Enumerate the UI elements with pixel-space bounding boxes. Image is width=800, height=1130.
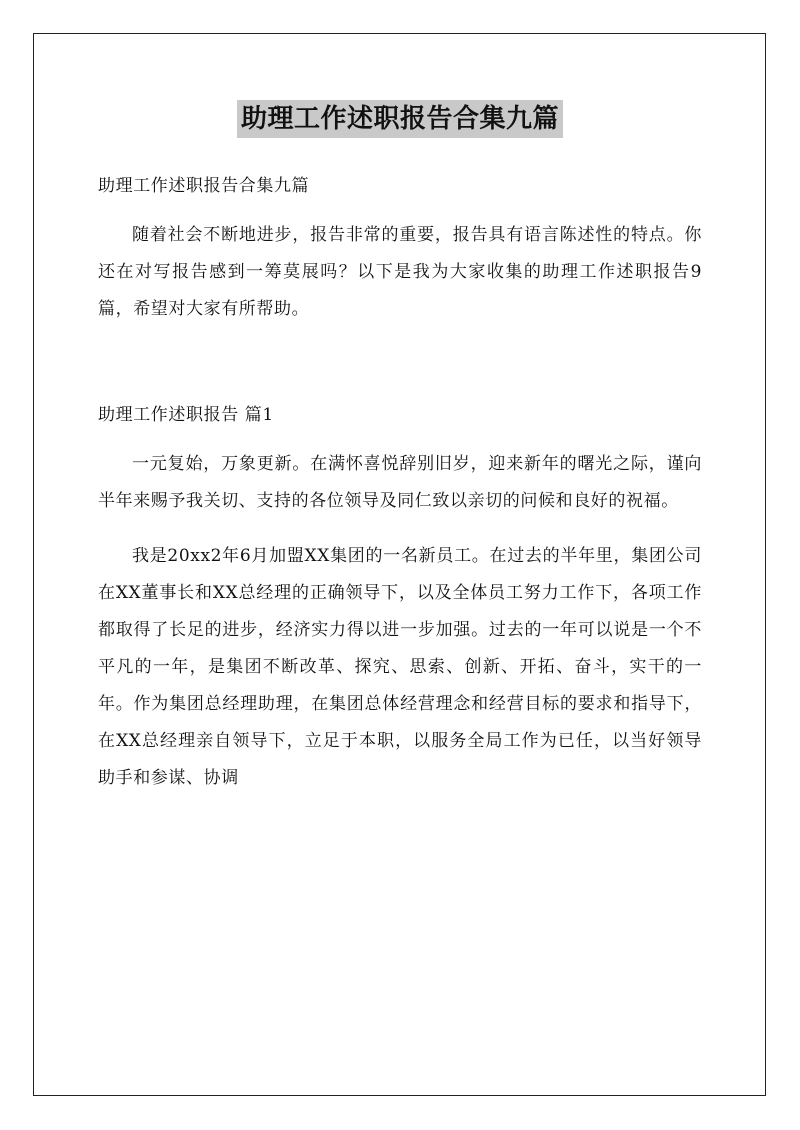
document-title bbox=[0, 100, 800, 138]
document-body bbox=[98, 168, 702, 797]
document-title-text: 助理工作述职报告合集九篇 bbox=[237, 100, 563, 138]
section-heading: 助理工作述职报告 篇1 bbox=[98, 405, 274, 425]
intro-paragraph: 随着社会不断地进步，报告非常的重要，报告具有语言陈述性的特点。你还在对写报告感到一筹莫展吗？以下是我为大家收集的助理工作述职报告9篇，希望对大家有所帮助。 bbox=[98, 225, 702, 319]
body-paragraph: 一元复始，万象更新。在满怀喜悦辞别旧岁，迎来新年的曙光之际，谨向半年来赐予我关切、支持的各位领导及同仁致以亲切的问候和良好的祝福。 bbox=[98, 454, 702, 511]
body-paragraph: 我是20xx2年6月加盟XX集团的一名新员工。在过去的半年里，集团公司在XX董事长和XX总经理的正确领导下，以及全体员工努力工作下，各项工作都取得了长足的进步，经济实力得以进一步加强。过去的一年可以说是一个不平凡的一年，是集团不断改革、探究、思索、创新、开拓、奋斗，实干的一年。作为集团总经理助理，在集团总体经营理念和经营目标的要求和指导下，在XX总经理亲自领导下，立足于本职，以服务全局工作为已任，以当好领导助手和参谋、协调 bbox=[98, 546, 702, 788]
document-subtitle: 助理工作述职报告合集九篇 bbox=[98, 176, 310, 196]
